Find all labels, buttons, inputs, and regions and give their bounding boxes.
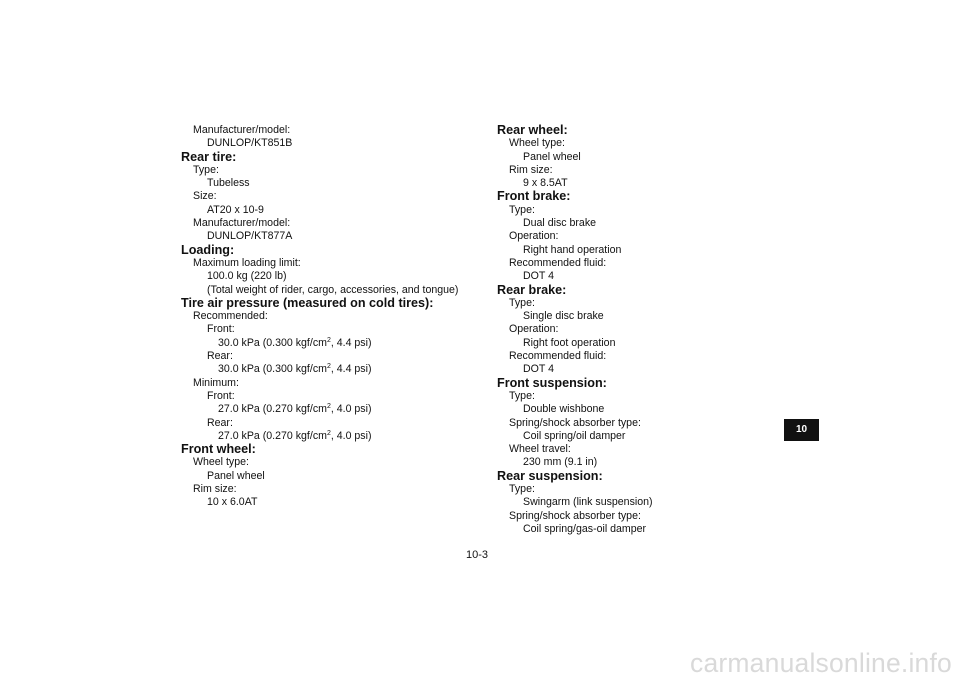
- pressure-minimum-rear-label: Rear:: [207, 416, 233, 429]
- pressure-value-part: , 4.4 psi): [330, 336, 372, 349]
- loading-limit-value: 100.0 kg (220 lb): [207, 270, 287, 283]
- front-brake-operation-value: Right hand operation: [523, 243, 622, 256]
- rear-tire-manufacturer-value: DUNLOP/KT877A: [207, 230, 293, 243]
- pressure-recommended-rear-label: Rear:: [207, 350, 233, 363]
- pressure-minimum-front-value: [181, 403, 481, 416]
- rear-brake-heading: Rear brake:: [497, 282, 567, 297]
- rear-brake-fluid-value: DOT 4: [523, 363, 555, 376]
- rear-brake-operation-label: Operation:: [509, 323, 559, 336]
- front-tire-manufacturer-label: Manufacturer/model:: [193, 124, 291, 136]
- pressure-minimum-front-label: Front:: [207, 389, 235, 402]
- rear-brake-operation-value: Right foot operation: [523, 336, 616, 349]
- rear-wheel-rim-value: 9 x 8.5AT: [523, 177, 568, 190]
- front-wheel-type-value: Panel wheel: [207, 469, 265, 482]
- pressure-value-part: , 4.0 psi): [330, 403, 372, 416]
- pressure-minimum-label: Minimum:: [193, 376, 239, 389]
- rear-tire-type-value: Tubeless: [207, 177, 250, 190]
- rear-wheel-rim-label: Rim size:: [509, 163, 553, 176]
- front-suspension-travel-label: Wheel travel:: [509, 443, 571, 456]
- front-suspension-type-value: Double wishbone: [523, 403, 605, 416]
- rear-suspension-heading: Rear suspension:: [497, 468, 603, 483]
- rear-suspension-spring-value: Coil spring/gas-oil damper: [523, 522, 647, 535]
- pressure-value-part: 27.0 kPa (0.270 kgf/cm: [218, 403, 327, 416]
- rear-suspension-type-label: Type:: [509, 483, 535, 496]
- loading-limit-note: (Total weight of rider, cargo, accessories, and tongue): [207, 283, 459, 296]
- page-number: 10-3: [466, 549, 489, 561]
- pressure-value-part: 30.0 kPa (0.300 kgf/cm: [218, 363, 327, 376]
- superscript-two: 2: [326, 363, 331, 371]
- front-tire-manufacturer-value: DUNLOP/KT851B: [207, 137, 293, 150]
- rear-tire-size-label: Size:: [193, 190, 217, 203]
- front-suspension-type-label: Type:: [509, 389, 535, 402]
- rear-tire-heading: Rear tire:: [181, 149, 237, 164]
- superscript-two: 2: [326, 429, 331, 437]
- rear-brake-type-label: Type:: [509, 296, 535, 309]
- front-wheel-rim-label: Rim size:: [193, 483, 237, 496]
- rear-wheel-type-label: Wheel type:: [509, 137, 565, 150]
- front-wheel-rim-value: 10 x 6.0AT: [207, 496, 258, 509]
- pressure-recommended-front-label: Front:: [207, 323, 235, 336]
- tire-pressure-heading: Tire air pressure (measured on cold tires):: [181, 295, 434, 310]
- front-suspension-travel-value: 230 mm (9.1 in): [523, 456, 598, 469]
- front-suspension-spring-value: Coil spring/oil damper: [523, 429, 626, 442]
- pressure-value-part: 27.0 kPa (0.270 kgf/cm: [218, 429, 327, 442]
- front-brake-fluid-label: Recommended fluid:: [509, 256, 607, 269]
- front-brake-operation-label: Operation:: [509, 230, 559, 243]
- superscript-two: 2: [326, 336, 331, 344]
- pressure-value-part: , 4.0 psi): [330, 429, 372, 442]
- pressure-recommended-rear-value: [181, 363, 481, 376]
- rear-suspension-spring-label: Spring/shock absorber type:: [509, 509, 641, 522]
- left-spec-column: [181, 124, 481, 510]
- rear-tire-size-value: AT20 x 10-9: [207, 203, 264, 216]
- pressure-value-part: 30.0 kPa (0.300 kgf/cm: [218, 336, 327, 349]
- rear-tire-type-label: Type:: [193, 163, 219, 176]
- loading-limit-label: Maximum loading limit:: [193, 256, 301, 269]
- front-brake-type-label: Type:: [509, 203, 535, 216]
- rear-brake-type-value: Single disc brake: [523, 310, 604, 323]
- pressure-recommended-front-value: [181, 337, 481, 350]
- watermark: carmanualsonline.info: [690, 648, 952, 678]
- superscript-two: 2: [326, 403, 331, 411]
- front-wheel-type-label: Wheel type:: [193, 456, 249, 469]
- pressure-recommended-label: Recommended:: [193, 310, 268, 323]
- front-brake-type-value: Dual disc brake: [523, 217, 597, 230]
- rear-wheel-type-value: Panel wheel: [523, 150, 581, 163]
- front-suspension-heading: Front suspension:: [497, 375, 607, 390]
- front-brake-heading: Front brake:: [497, 189, 571, 204]
- rear-tire-manufacturer-label: Manufacturer/model:: [193, 217, 291, 230]
- front-brake-fluid-value: DOT 4: [523, 270, 555, 283]
- rear-suspension-type-value: Swingarm (link suspension): [523, 496, 653, 509]
- rear-wheel-heading: Rear wheel:: [497, 123, 568, 137]
- loading-heading: Loading:: [181, 242, 235, 257]
- chapter-tab: 10: [784, 419, 819, 441]
- front-suspension-spring-label: Spring/shock absorber type:: [509, 416, 641, 429]
- rear-brake-fluid-label: Recommended fluid:: [509, 350, 607, 363]
- pressure-value-part: , 4.4 psi): [330, 363, 372, 376]
- pressure-minimum-rear-value: [181, 430, 481, 443]
- right-spec-column: [497, 124, 797, 536]
- front-wheel-heading: Front wheel:: [181, 442, 256, 457]
